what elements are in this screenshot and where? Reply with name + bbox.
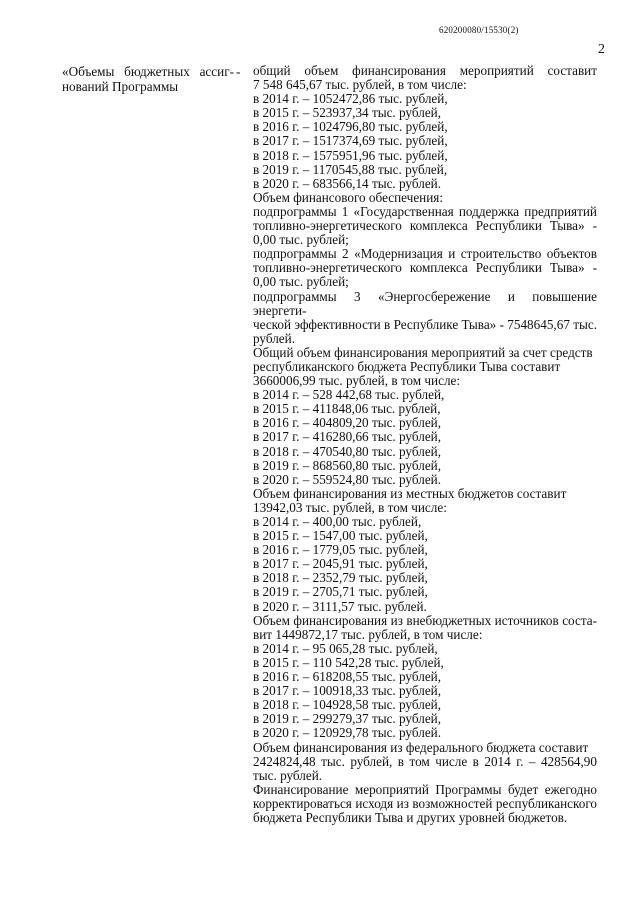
text-line: в 2014 г. – 528 442,68 тыс. рублей,	[253, 387, 445, 403]
text-line: 0,00 тыс. рублей;	[253, 232, 349, 248]
text-line: Объем финансового обеспечения:	[253, 189, 444, 205]
text-line: бюджета Республики Тыва и других уровней бюджетов.	[253, 809, 568, 825]
text-line: топливно-энергетического комплекса Республики Тыва» -	[253, 260, 597, 276]
text-line: Объем финансирования из внебюджетных источников соста-	[253, 612, 597, 628]
text-line: 13942,03 тыс. рублей, в том числе:	[253, 499, 447, 515]
text-line: Объем финансирования из местных бюджетов составит	[253, 485, 567, 501]
text-line: в 2020 г. – 120929,78 тыс. рублей.	[253, 725, 442, 741]
text-line: топливно-энергетического комплекса Республики Тыва» -	[253, 218, 597, 234]
text-line: рублей.	[253, 330, 296, 346]
page-number: 2	[598, 42, 605, 57]
text-line: 0,00 тыс. рублей;	[253, 274, 349, 290]
text-line: 3660006,99 тыс. рублей, в том числе:	[253, 373, 461, 389]
text-line: в 2017 г. – 1517374,69 тыс. рублей,	[253, 133, 448, 149]
text-line: подпрограммы 3 «Энергосбережение и повышение энергети-	[253, 288, 597, 318]
text-line: в 2016 г. – 1024796,80 тыс. рублей,	[253, 119, 448, 135]
text-line: Общий объем финансирования мероприятий за счет средств	[253, 344, 593, 360]
text-line: Объем финансирования из федерального бюджета составит	[253, 739, 589, 755]
text-line: в 2018 г. – 2352,79 тыс. рублей,	[253, 570, 428, 586]
text-line: республиканского бюджета Республики Тыва составит	[253, 358, 561, 374]
text-line: подпрограммы 1 «Государственная поддержка предприятий	[253, 203, 597, 219]
text-line: в 2019 г. – 1170545,88 тыс. рублей,	[253, 161, 448, 177]
text-line: в 2020 г. – 3111,57 тыс. рублей.	[253, 598, 427, 614]
text-line: 2424824,48 тыс. рублей, в том числе в 2014 г. – 428564,90	[253, 753, 597, 769]
text-line: в 2017 г. – 2045,91 тыс. рублей,	[253, 556, 428, 572]
separator-dash: -	[236, 64, 241, 79]
text-line: ческой эффективности в Республике Тыва» - 7548645,67 тыс.	[253, 316, 597, 332]
text-line: в 2014 г. – 400,00 тыс. рублей,	[253, 514, 422, 529]
document-id: 620200080/15530(2)	[439, 25, 519, 35]
text-line: в 2016 г. – 618208,55 тыс. рублей,	[253, 669, 442, 685]
text-line: в 2019 г. – 868560,80 тыс. рублей,	[253, 457, 442, 473]
text-line: вит 1449872,17 тыс. рублей, в том числе:	[253, 626, 483, 642]
text-line: тыс. рублей.	[253, 767, 323, 783]
text-line: в 2016 г. – 1779,05 тыс. рублей,	[253, 542, 428, 558]
text-line: в 2017 г. – 416280,66 тыс. рублей,	[253, 429, 442, 445]
text-line: корректироваться исходя из возможностей республиканского	[253, 795, 597, 811]
text-line: в 2018 г. – 104928,58 тыс. рублей,	[253, 697, 442, 713]
text-line: в 2017 г. – 100918,33 тыс. рублей,	[253, 683, 442, 699]
budget-description	[253, 64, 597, 825]
text-line: в 2018 г. – 1575951,96 тыс. рублей,	[253, 147, 448, 163]
text-line: в 2018 г. – 470540,80 тыс. рублей,	[253, 443, 442, 459]
text-line: 7 548 645,67 тыс. рублей, в том числе:	[253, 77, 467, 93]
text-line: в 2019 г. – 2705,71 тыс. рублей,	[253, 584, 428, 600]
text-line: общий объем финансирования мероприятий составит	[253, 63, 597, 78]
section-label: «Объемы бюджетных ассиг-нований Программы	[62, 64, 234, 94]
text-line: в 2014 г. – 95 065,28 тыс. рублей,	[253, 640, 438, 656]
text-line: в 2015 г. – 523937,34 тыс. рублей,	[253, 105, 442, 121]
text-line: в 2020 г. – 683566,14 тыс. рублей.	[253, 175, 442, 191]
text-line: в 2016 г. – 404809,20 тыс. рублей,	[253, 415, 442, 431]
text-line: в 2020 г. – 559524,80 тыс. рублей.	[253, 471, 442, 487]
text-line: в 2015 г. – 110 542,28 тыс. рублей,	[253, 654, 444, 670]
text-line: подпрограммы 2 «Модернизация и строительство объектов	[253, 246, 597, 262]
text-line: в 2015 г. – 411848,06 тыс. рублей,	[253, 401, 441, 417]
text-line: в 2019 г. – 299279,37 тыс. рублей,	[253, 711, 442, 727]
text-line: в 2015 г. – 1547,00 тыс. рублей,	[253, 528, 428, 544]
text-line: в 2014 г. – 1052472,86 тыс. рублей,	[253, 91, 448, 107]
text-line: Финансирование мероприятий Программы будет ежегодно	[253, 781, 597, 797]
